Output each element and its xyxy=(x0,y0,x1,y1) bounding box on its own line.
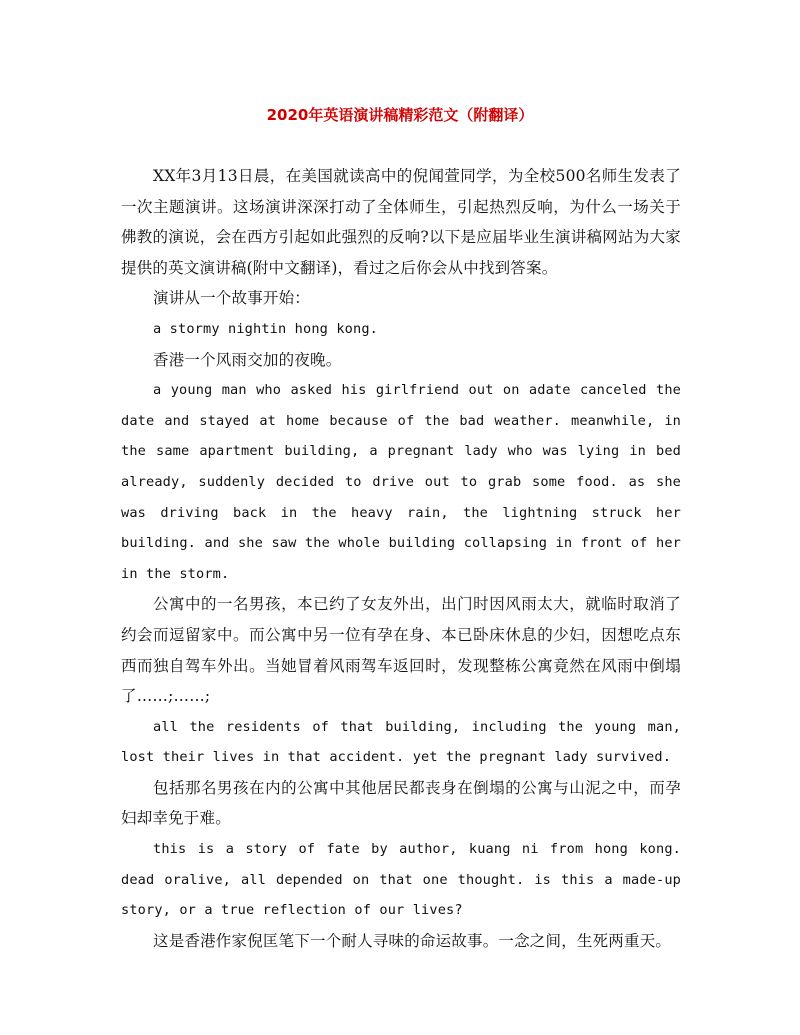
paragraph-chinese-3: 包括那名男孩在内的公寓中其他居民都丧身在倒塌的公寓与山泥之中，而孕妇却幸免于难。 xyxy=(121,778,681,828)
paragraph-english-4: this is a story of fate by author, kuang ni from hong kong. dead oralive, all depended on that one thought. is this a made-up story, or a true reflection of our lives? xyxy=(121,841,681,919)
paragraph-intro: XX年3月13日晨，在美国就读高中的倪闻萱同学，为全校500名师生发表了一次主题演讲。这场演讲深深打动了全体师生，引起热烈反响，为什么一场关于佛教的演说，会在西方引起如此强烈的反响?以下是应届毕业生演讲稿网站为大家提供的英文演讲稿(附中文翻译)，看过之后你会从中找到答案。 xyxy=(121,167,681,277)
paragraph-chinese-2: 公寓中的一名男孩，本已约了女友外出，出门时因风雨太大，就临时取消了约会而逗留家中。而公寓中另一位有孕在身、本已卧床休息的少妇，因想吃点东西而独自驾车外出。当她冒着风雨驾车返回时，发现整栋公寓竟然在风雨中倒塌了……;……; xyxy=(121,595,681,706)
paragraph-chinese-1: 香港一个风雨交加的夜晚。 xyxy=(153,350,342,369)
document-body xyxy=(121,161,681,956)
document-title: 2020年英语演讲稿精彩范文（附翻译） xyxy=(266,106,534,124)
paragraph-english-1: a stormy nightin hong kong. xyxy=(153,320,379,337)
paragraph-chinese-4: 这是香港作家倪匡笔下一个耐人寻味的命运故事。一念之间，生死两重天。 xyxy=(153,931,672,950)
paragraph-english-2: a young man who asked his girlfriend out on adate canceled the date and stayed at home because of the bad weather. meanwhile, in the same apartment building, a pregnant lady who was lying in bed already, suddenly decided to drive out to grab some food. as she was driving back in the heavy rain, the lightning struck her building. and she saw the whole building collapsing in front of her in the storm. xyxy=(121,382,681,582)
paragraph-english-3: all the residents of that building, including the young man, lost their lives in that accident. yet the pregnant lady survived. xyxy=(121,718,681,766)
paragraph-story-start: 演讲从一个故事开始： xyxy=(153,289,311,308)
